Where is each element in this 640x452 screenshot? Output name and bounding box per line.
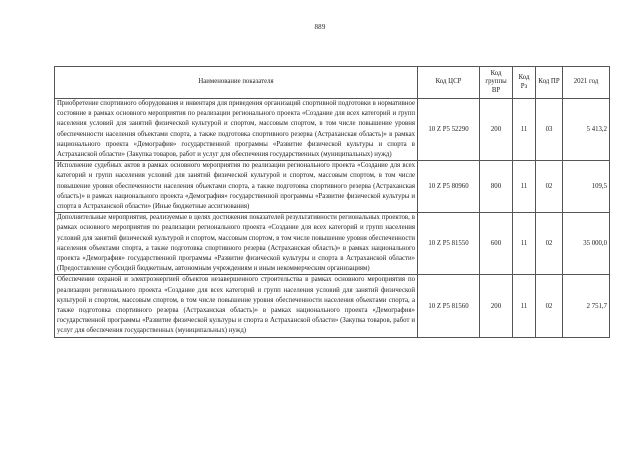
row-name: Приобретение спортивного оборудования и инвентаря для приведения организаций спортивной подготовки в нормативное состояние в рамках основного мероприятия по реализации регионального проекта «Создание для всех категорий и групп населения условий для занятий физической культурой и спортом, массовым спортом, в том числе повышение уровня обеспеченности населения объектами спорта, а также подготовка спортивного резерва (Астраханская область)» в рамках национального проекта «Демография» государственной программы «Развитие физической культуры и спорта в Астраханской области» (Закупка товаров, работ и услуг для обеспечения государственных (муниципальных) нужд)	[55, 99, 418, 161]
row-amount: 109,5	[563, 161, 610, 213]
row-rz: 11	[513, 213, 536, 275]
header-pr: Код ПР	[536, 67, 563, 99]
row-amount: 35 000,0	[563, 213, 610, 275]
row-csr: 10 Z P5 52290	[418, 99, 480, 161]
table-row	[55, 213, 610, 275]
header-vr: Код группы ВР	[480, 67, 513, 99]
row-vr: 600	[480, 213, 513, 275]
row-rz: 11	[513, 99, 536, 161]
header-name: Наименование показателя	[55, 67, 418, 99]
row-name: Обеспечение охраной и электроэнергией объектов незавершенного строительства в рамках основного мероприятия по реализации регионального проекта «Создание для всех категорий и групп населения условий для занятий физической культурой и спортом, массовым спортом, в том числе повышение уровня обеспеченности населения объектами спорта, а также подготовка спортивного резерва (Астраханская область)» в рамках национального проекта «Демография» государственной программы «Развитие физической культуры и спорта в Астраханской области» (Закупка товаров, работ и услуг для обеспечения государственных (муниципальных) нужд)	[55, 275, 418, 337]
page-number: 889	[314, 23, 326, 31]
row-vr: 200	[480, 275, 513, 337]
row-vr: 800	[480, 161, 513, 213]
header-csr: Код ЦСР	[418, 67, 480, 99]
row-amount: 5 413,2	[563, 99, 610, 161]
row-rz: 11	[513, 161, 536, 213]
row-vr: 200	[480, 99, 513, 161]
row-name: Исполнение судебных актов в рамках основного мероприятия по реализации регионального проекта «Создание для всех категорий и групп населения условий для занятий физической культурой и спортом, массовым спортом, в том числе повышение уровня обеспеченности населения объектами спорта, а также подготовка спортивного резерва (Астраханская область)» в рамках национального проекта «Демография» государственной программы «Развитие физической культуры и спорта в Астраханской области» (Иные бюджетные ассигнования)	[55, 161, 418, 213]
row-pr: 02	[536, 213, 563, 275]
row-amount: 2 751,7	[563, 275, 610, 337]
row-csr: 10 Z P5 81550	[418, 213, 480, 275]
table-header-row	[55, 67, 610, 99]
row-csr: 10 Z P5 81560	[418, 275, 480, 337]
row-pr: 02	[536, 275, 563, 337]
row-csr: 10 Z P5 80960	[418, 161, 480, 213]
row-pr: 02	[536, 161, 563, 213]
budget-table	[54, 66, 610, 338]
table-row	[55, 99, 610, 161]
table-row	[55, 275, 610, 337]
row-name: Дополнительные мероприятия, реализуемые в целях достижения показателей результативности региональных проектов, в рамках основного мероприятия по реализации регионального проекта «Создание для всех категорий и групп населения условий для занятий физической культурой и спортом, массовым спортом, в том числе повышение уровня обеспеченности населения объектами спорта, а также подготовка спортивного резерва (Астраханская область)» в рамках национального проекта «Демография» государственной программы «Развитие физической культуры и спорта в Астраханской области» (Предоставление субсидий бюджетным, автономным учреждениям и иным некоммерческим организациям)	[55, 213, 418, 275]
row-pr: 03	[536, 99, 563, 161]
header-year: 2021 год	[563, 67, 610, 99]
table-row	[55, 161, 610, 213]
header-rz: Код Рз	[513, 67, 536, 99]
row-rz: 11	[513, 275, 536, 337]
